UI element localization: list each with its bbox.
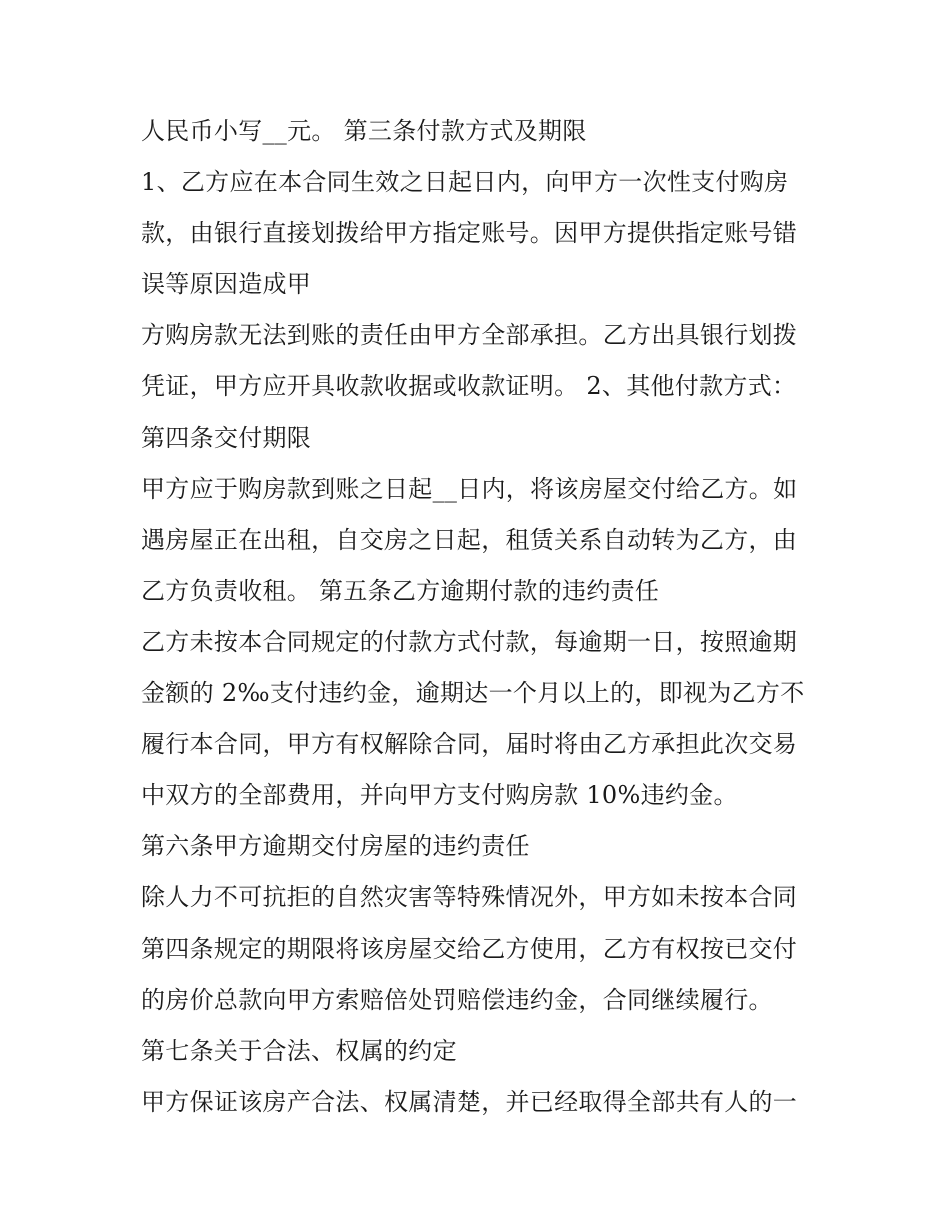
text-line: 除人力不可抗拒的自然灾害等特殊情况外，甲方如未按本合同 bbox=[141, 883, 798, 912]
text-line: 中双方的全部费用，并向甲方支付购房款 10%违约金。 bbox=[141, 781, 738, 810]
section-heading: 第四条交付期限 bbox=[141, 423, 312, 452]
text-line: 甲方保证该房产合法、权属清楚，并已经取得全部共有人的一 bbox=[141, 1087, 798, 1116]
text-line: 履行本合同，甲方有权解除合同，届时将由乙方承担此次交易 bbox=[141, 730, 798, 759]
text-line: 人民币小写__元。 第三条付款方式及期限 bbox=[141, 117, 587, 145]
text-line: 误等原因造成甲 bbox=[141, 270, 312, 299]
contract-text bbox=[141, 106, 821, 1128]
text-line: 金额的 2‰支付违约金，逾期达一个月以上的，即视为乙方不 bbox=[141, 679, 805, 708]
text-line: 的房价总款向甲方索赔倍处罚赔偿违约金，合同继续履行。 bbox=[141, 985, 773, 1014]
text-line: 第四条规定的期限将该房屋交给乙方使用，乙方有权按已交付 bbox=[141, 934, 798, 963]
section-heading: 第六条甲方逾期交付房屋的违约责任 bbox=[141, 832, 530, 861]
text-line: 遇房屋正在出租，自交房之日起，租赁关系自动转为乙方，由 bbox=[141, 525, 798, 554]
text-line: 凭证，甲方应开具收款收据或收款证明。 2、其他付款方式： bbox=[141, 372, 797, 401]
text-line: 1、乙方应在本合同生效之日起日内，向甲方一次性支付购房 bbox=[141, 168, 789, 197]
text-line: 款，由银行直接划拨给甲方指定账号。因甲方提供指定账号错 bbox=[141, 219, 798, 248]
text-line: 方购房款无法到账的责任由甲方全部承担。乙方出具银行划拨 bbox=[141, 321, 798, 350]
text-line: 甲方应于购房款到账之日起__日内，将该房屋交付给乙方。如 bbox=[141, 474, 798, 503]
section-heading: 第七条关于合法、权属的约定 bbox=[141, 1036, 457, 1065]
text-line: 乙方负责收租。 第五条乙方逾期付款的违约责任 bbox=[141, 576, 660, 605]
text-line: 乙方未按本合同规定的付款方式付款，每逾期一日，按照逾期 bbox=[141, 627, 798, 656]
